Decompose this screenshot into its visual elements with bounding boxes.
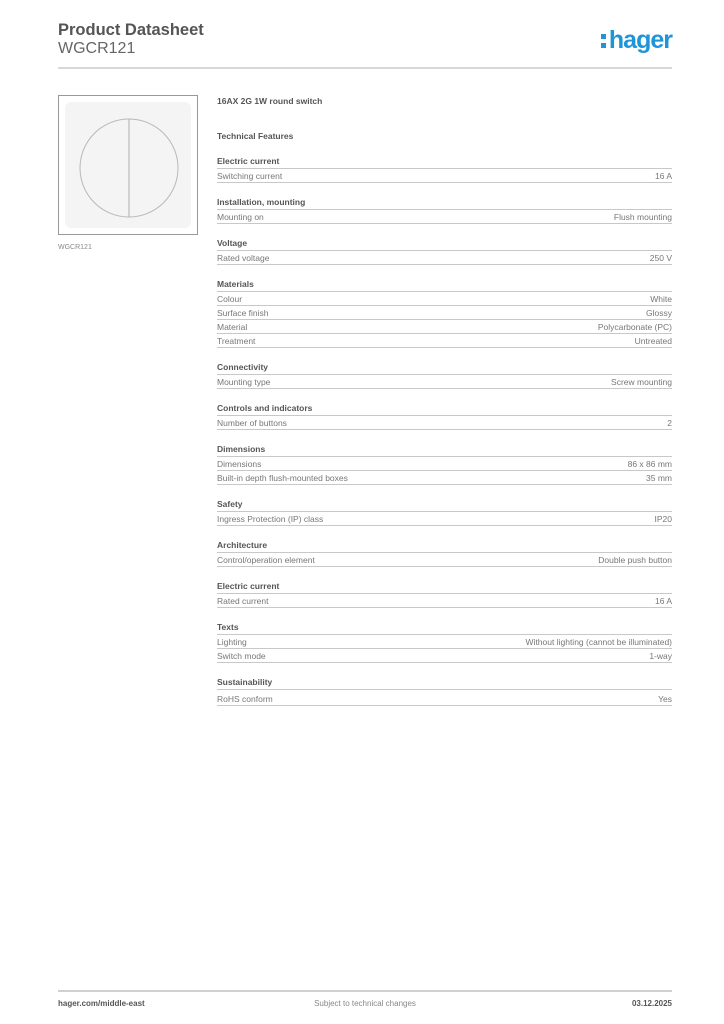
spec-row [217, 649, 672, 663]
spec-row [217, 320, 672, 334]
group-title: Connectivity [217, 361, 672, 375]
spec-row [217, 306, 672, 320]
spec-row [217, 594, 672, 608]
spec-label: Switch mode [217, 650, 266, 661]
spec-value: 250 V [649, 252, 672, 263]
group-title: Materials [217, 278, 672, 292]
spec-value: IP20 [654, 513, 672, 524]
group-title: Electric current [217, 580, 672, 594]
spec-row [217, 457, 672, 471]
spec-group-sustainability [217, 676, 672, 706]
product-code: WGCR121 [58, 40, 136, 57]
spec-label: Surface finish [217, 307, 269, 318]
group-title: Dimensions [217, 443, 672, 457]
spec-value: 1-way [649, 650, 672, 661]
spec-value: Double push button [598, 554, 672, 565]
product-image [58, 95, 198, 235]
spec-value: White [650, 293, 672, 304]
website-link[interactable]: hager.com/middle-east [58, 999, 145, 1008]
spec-value: Yes [658, 693, 672, 704]
spec-row [217, 512, 672, 526]
spec-value: 86 x 86 mm [627, 458, 672, 469]
spec-row [217, 169, 672, 183]
spec-group-dimensions [217, 443, 672, 485]
group-title: Voltage [217, 237, 672, 251]
spec-value: Polycarbonate (PC) [597, 321, 672, 332]
spec-value: 2 [667, 417, 672, 428]
page-footer [58, 999, 672, 1008]
document-date: 03.12.2025 [631, 999, 672, 1008]
spec-label: Colour [217, 293, 243, 304]
spec-row [217, 334, 672, 348]
group-title: Installation, mounting [217, 196, 672, 210]
footer-divider [58, 990, 672, 992]
spec-row [217, 635, 672, 649]
spec-value: 16 A [654, 595, 672, 606]
spec-group-architecture [217, 539, 672, 567]
spec-group-controls [217, 402, 672, 430]
double-rocker-switch-icon [65, 102, 191, 228]
spec-value: Untreated [634, 335, 672, 346]
spec-group-materials [217, 278, 672, 348]
spec-group-installation [217, 196, 672, 224]
spec-label: RoHS conform [217, 693, 273, 704]
spec-label: Ingress Protection (IP) class [217, 513, 324, 524]
group-title: Safety [217, 498, 672, 512]
spec-value: Without lighting (cannot be illuminated) [525, 636, 672, 647]
spec-group-voltage [217, 237, 672, 265]
spec-row [217, 553, 672, 567]
spec-label: Built-in depth flush-mounted boxes [217, 472, 348, 483]
spec-label: Number of buttons [217, 417, 287, 428]
group-title: Electric current [217, 155, 672, 169]
spec-label: Treatment [217, 335, 256, 346]
spec-row [217, 375, 672, 389]
spec-label: Mounting on [217, 211, 264, 222]
spec-label: Rated voltage [217, 252, 270, 263]
disclaimer: Subject to technical changes [314, 999, 416, 1008]
spec-label: Control/operation element [217, 554, 315, 565]
spec-group-safety [217, 498, 672, 526]
spec-value: 16 A [654, 170, 672, 181]
group-title: Controls and indicators [217, 402, 672, 416]
specifications [217, 95, 672, 706]
image-caption: WGCR121 [58, 244, 92, 251]
spec-group-electric-current-rated [217, 580, 672, 608]
spec-row [217, 416, 672, 430]
spec-group-connectivity [217, 361, 672, 389]
spec-label: Mounting type [217, 376, 271, 387]
group-title: Architecture [217, 539, 672, 553]
switch-plate [65, 102, 191, 228]
spec-label: Dimensions [217, 458, 262, 469]
group-title: Texts [217, 621, 672, 635]
hager-logo [601, 26, 672, 55]
logo-text: hager [608, 26, 672, 54]
spec-label: Material [217, 321, 248, 332]
technical-features-heading: Technical Features [217, 131, 294, 141]
spec-label: Switching current [217, 170, 283, 181]
spec-row [217, 210, 672, 224]
spec-value: Glossy [646, 307, 672, 318]
spec-label: Lighting [217, 636, 247, 647]
spec-row [217, 251, 672, 265]
header-divider [58, 67, 672, 69]
spec-row [217, 471, 672, 485]
document-title: Product Datasheet [58, 21, 204, 39]
spec-value: Screw mounting [611, 376, 672, 387]
spec-row [217, 292, 672, 306]
spec-group-texts [217, 621, 672, 663]
spec-value: Flush mounting [613, 211, 672, 222]
product-name: 16AX 2G 1W round switch [217, 96, 323, 106]
spec-label: Rated current [217, 595, 269, 606]
spec-row [217, 692, 672, 706]
spec-value: 35 mm [646, 472, 672, 483]
spec-group-electric-current [217, 155, 672, 183]
document-header [58, 21, 204, 58]
group-title: Sustainability [217, 676, 672, 690]
